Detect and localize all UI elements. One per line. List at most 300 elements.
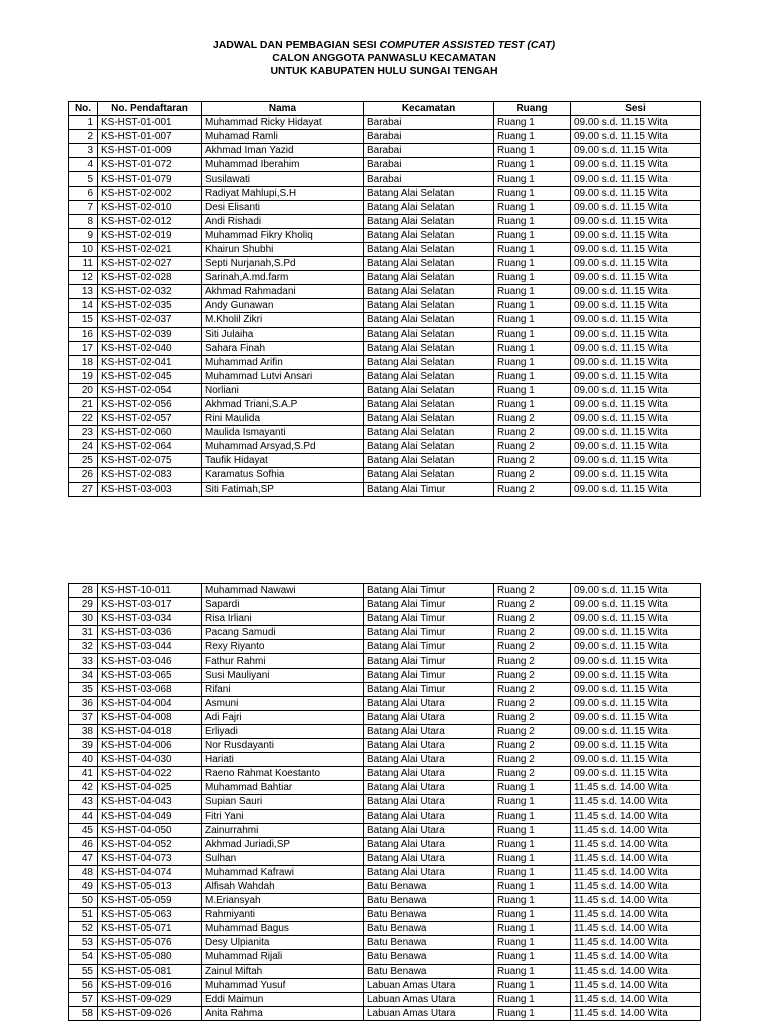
cell-district: Batu Benawa <box>364 964 494 978</box>
cell-name: Zainul Miftah <box>202 964 364 978</box>
cell-district: Batang Alai Selatan <box>364 341 494 355</box>
cell-room: Ruang 1 <box>494 228 571 242</box>
cell-registration-no: KS-HST-10-011 <box>98 584 202 598</box>
table-row <box>69 214 701 228</box>
cell-district: Batang Alai Utara <box>364 823 494 837</box>
cell-session: 09.00 s.d. 11.15 Wita <box>571 668 701 682</box>
cell-district: Barabai <box>364 172 494 186</box>
doc-title-line-1 <box>0 39 768 52</box>
cell-room: Ruang 1 <box>494 299 571 313</box>
cell-room: Ruang 2 <box>494 440 571 454</box>
cell-room: Ruang 1 <box>494 144 571 158</box>
cell-registration-no: KS-HST-02-075 <box>98 454 202 468</box>
cell-district: Batang Alai Selatan <box>364 397 494 411</box>
cell-name: Rexy Riyanto <box>202 640 364 654</box>
cell-registration-no: KS-HST-01-072 <box>98 158 202 172</box>
cell-name: Muhammad Bahtiar <box>202 781 364 795</box>
cell-registration-no: KS-HST-05-013 <box>98 879 202 893</box>
cell-room: Ruang 1 <box>494 186 571 200</box>
cell-room: Ruang 1 <box>494 158 571 172</box>
cell-registration-no: KS-HST-01-079 <box>98 172 202 186</box>
table-row <box>69 299 701 313</box>
cell-room: Ruang 2 <box>494 640 571 654</box>
cell-no: 38 <box>69 724 98 738</box>
header-no: No. <box>69 102 98 116</box>
cell-no: 48 <box>69 865 98 879</box>
table-row <box>69 823 701 837</box>
cell-registration-no: KS-HST-02-054 <box>98 383 202 397</box>
cell-room: Ruang 2 <box>494 696 571 710</box>
table-row <box>69 313 701 327</box>
table-row <box>69 383 701 397</box>
cell-registration-no: KS-HST-02-040 <box>98 341 202 355</box>
cell-name: Fitri Yani <box>202 809 364 823</box>
cell-district: Batang Alai Timur <box>364 584 494 598</box>
cell-district: Batang Alai Selatan <box>364 412 494 426</box>
cell-no: 46 <box>69 837 98 851</box>
cell-room: Ruang 2 <box>494 454 571 468</box>
cell-no: 25 <box>69 454 98 468</box>
table-row <box>69 809 701 823</box>
cell-session: 11.45 s.d. 14.00 Wita <box>571 823 701 837</box>
cell-registration-no: KS-HST-02-002 <box>98 186 202 200</box>
cell-registration-no: KS-HST-02-041 <box>98 355 202 369</box>
cell-session: 09.00 s.d. 11.15 Wita <box>571 200 701 214</box>
cell-room: Ruang 1 <box>494 172 571 186</box>
cell-registration-no: KS-HST-05-080 <box>98 950 202 964</box>
cell-no: 33 <box>69 654 98 668</box>
cell-district: Batang Alai Utara <box>364 696 494 710</box>
table-row <box>69 242 701 256</box>
cell-session: 11.45 s.d. 14.00 Wita <box>571 1006 701 1020</box>
cell-no: 49 <box>69 879 98 893</box>
table-row <box>69 144 701 158</box>
cell-district: Batang Alai Selatan <box>364 383 494 397</box>
table-row <box>69 1006 701 1020</box>
table-row <box>69 355 701 369</box>
cell-name: Fathur Rahmi <box>202 654 364 668</box>
cell-name: Siti Fatimah,SP <box>202 482 364 496</box>
doc-title-italic: COMPUTER ASSISTED TEST (CAT) <box>379 39 556 51</box>
cell-room: Ruang 1 <box>494 936 571 950</box>
doc-title-prefix: JADWAL DAN PEMBAGIAN SESI <box>212 39 380 51</box>
cell-district: Batu Benawa <box>364 936 494 950</box>
schedule-table-1 <box>68 101 701 497</box>
cell-room: Ruang 2 <box>494 724 571 738</box>
cell-district: Batang Alai Selatan <box>364 426 494 440</box>
cell-name: Rahmiyanti <box>202 908 364 922</box>
cell-district: Batang Alai Utara <box>364 767 494 781</box>
cell-registration-no: KS-HST-05-081 <box>98 964 202 978</box>
cell-name: Sahara Finah <box>202 341 364 355</box>
cell-name: Muhammad Ricky Hidayat <box>202 116 364 130</box>
cell-district: Labuan Amas Utara <box>364 992 494 1006</box>
cell-session: 11.45 s.d. 14.00 Wita <box>571 809 701 823</box>
cell-room: Ruang 1 <box>494 242 571 256</box>
cell-district: Batang Alai Selatan <box>364 228 494 242</box>
cell-session: 09.00 s.d. 11.15 Wita <box>571 341 701 355</box>
cell-name: Pacang Samudi <box>202 626 364 640</box>
cell-name: Alfisah Wahdah <box>202 879 364 893</box>
cell-name: Desy Ulpianita <box>202 936 364 950</box>
cell-no: 7 <box>69 200 98 214</box>
cell-registration-no: KS-HST-03-017 <box>98 598 202 612</box>
table-row <box>69 879 701 893</box>
cell-name: M.Eriansyah <box>202 894 364 908</box>
cell-no: 56 <box>69 978 98 992</box>
cell-district: Batang Alai Timur <box>364 626 494 640</box>
cell-session: 09.00 s.d. 11.15 Wita <box>571 767 701 781</box>
table-row <box>69 369 701 383</box>
cell-room: Ruang 2 <box>494 626 571 640</box>
table-row <box>69 200 701 214</box>
cell-session: 09.00 s.d. 11.15 Wita <box>571 440 701 454</box>
cell-no: 4 <box>69 158 98 172</box>
cell-session: 11.45 s.d. 14.00 Wita <box>571 781 701 795</box>
cell-registration-no: KS-HST-04-004 <box>98 696 202 710</box>
cell-district: Batang Alai Timur <box>364 668 494 682</box>
cell-district: Batang Alai Selatan <box>364 200 494 214</box>
cell-name: Akhmad Iman Yazid <box>202 144 364 158</box>
cell-session: 09.00 s.d. 11.15 Wita <box>571 654 701 668</box>
table-row <box>69 922 701 936</box>
cell-room: Ruang 1 <box>494 369 571 383</box>
cell-no: 8 <box>69 214 98 228</box>
cell-session: 09.00 s.d. 11.15 Wita <box>571 172 701 186</box>
table-row <box>69 767 701 781</box>
cell-no: 6 <box>69 186 98 200</box>
table-row <box>69 598 701 612</box>
cell-registration-no: KS-HST-02-039 <box>98 327 202 341</box>
cell-room: Ruang 2 <box>494 767 571 781</box>
cell-name: Siti Julaiha <box>202 327 364 341</box>
cell-district: Batang Alai Timur <box>364 654 494 668</box>
cell-no: 36 <box>69 696 98 710</box>
cell-registration-no: KS-HST-04-030 <box>98 753 202 767</box>
cell-name: Andi Rishadi <box>202 214 364 228</box>
cell-district: Batang Alai Timur <box>364 682 494 696</box>
cell-no: 3 <box>69 144 98 158</box>
cell-session: 09.00 s.d. 11.15 Wita <box>571 369 701 383</box>
cell-name: Desi Elisanti <box>202 200 364 214</box>
cell-registration-no: KS-HST-03-003 <box>98 482 202 496</box>
cell-no: 45 <box>69 823 98 837</box>
cell-session: 09.00 s.d. 11.15 Wita <box>571 257 701 271</box>
cell-room: Ruang 1 <box>494 894 571 908</box>
cell-room: Ruang 1 <box>494 795 571 809</box>
cell-room: Ruang 1 <box>494 851 571 865</box>
cell-registration-no: KS-HST-04-025 <box>98 781 202 795</box>
cell-room: Ruang 2 <box>494 710 571 724</box>
cell-registration-no: KS-HST-04-022 <box>98 767 202 781</box>
cell-no: 29 <box>69 598 98 612</box>
table-row <box>69 454 701 468</box>
cell-no: 35 <box>69 682 98 696</box>
cell-no: 50 <box>69 894 98 908</box>
cell-district: Batang Alai Utara <box>364 739 494 753</box>
cell-name: Supian Sauri <box>202 795 364 809</box>
cell-district: Batang Alai Selatan <box>364 369 494 383</box>
cell-session: 09.00 s.d. 11.15 Wita <box>571 626 701 640</box>
cell-registration-no: KS-HST-01-001 <box>98 116 202 130</box>
cell-district: Barabai <box>364 116 494 130</box>
cell-session: 09.00 s.d. 11.15 Wita <box>571 397 701 411</box>
cell-name: Muhammad Fikry Kholiq <box>202 228 364 242</box>
table-row <box>69 865 701 879</box>
header-room: Ruang <box>494 102 571 116</box>
cell-no: 9 <box>69 228 98 242</box>
schedule-table-2 <box>68 583 701 1021</box>
cell-district: Batang Alai Selatan <box>364 242 494 256</box>
cell-no: 47 <box>69 851 98 865</box>
table-row <box>69 130 701 144</box>
cell-no: 53 <box>69 936 98 950</box>
cell-registration-no: KS-HST-02-064 <box>98 440 202 454</box>
cell-district: Barabai <box>364 144 494 158</box>
cell-room: Ruang 1 <box>494 809 571 823</box>
table-row <box>69 640 701 654</box>
cell-registration-no: KS-HST-02-019 <box>98 228 202 242</box>
cell-room: Ruang 1 <box>494 823 571 837</box>
cell-district: Batu Benawa <box>364 894 494 908</box>
cell-no: 31 <box>69 626 98 640</box>
header-registration-no: No. Pendaftaran <box>98 102 202 116</box>
cell-registration-no: KS-HST-01-009 <box>98 144 202 158</box>
cell-room: Ruang 2 <box>494 584 571 598</box>
cell-session: 09.00 s.d. 11.15 Wita <box>571 412 701 426</box>
doc-title-line-2: CALON ANGGOTA PANWASLU KECAMATAN <box>272 52 496 64</box>
table-row <box>69 397 701 411</box>
cell-room: Ruang 1 <box>494 781 571 795</box>
cell-room: Ruang 2 <box>494 753 571 767</box>
table-row <box>69 837 701 851</box>
cell-no: 28 <box>69 584 98 598</box>
cell-district: Barabai <box>364 130 494 144</box>
cell-no: 2 <box>69 130 98 144</box>
cell-district: Labuan Amas Utara <box>364 1006 494 1020</box>
table-row <box>69 851 701 865</box>
cell-district: Batang Alai Selatan <box>364 299 494 313</box>
cell-no: 17 <box>69 341 98 355</box>
cell-registration-no: KS-HST-05-071 <box>98 922 202 936</box>
cell-no: 57 <box>69 992 98 1006</box>
table-row <box>69 936 701 950</box>
cell-room: Ruang 1 <box>494 257 571 271</box>
cell-session: 09.00 s.d. 11.15 Wita <box>571 228 701 242</box>
cell-name: Andy Gunawan <box>202 299 364 313</box>
cell-no: 27 <box>69 482 98 496</box>
cell-registration-no: KS-HST-04-050 <box>98 823 202 837</box>
cell-name: Zainurrahmi <box>202 823 364 837</box>
cell-room: Ruang 1 <box>494 341 571 355</box>
cell-district: Batang Alai Timur <box>364 640 494 654</box>
cell-registration-no: KS-HST-02-028 <box>98 271 202 285</box>
cell-registration-no: KS-HST-02-056 <box>98 397 202 411</box>
cell-room: Ruang 2 <box>494 654 571 668</box>
header-name: Nama <box>202 102 364 116</box>
cell-no: 41 <box>69 767 98 781</box>
table-row <box>69 795 701 809</box>
cell-registration-no: KS-HST-05-059 <box>98 894 202 908</box>
cell-no: 39 <box>69 739 98 753</box>
table-row <box>69 781 701 795</box>
cell-session: 09.00 s.d. 11.15 Wita <box>571 144 701 158</box>
cell-district: Batang Alai Utara <box>364 710 494 724</box>
cell-registration-no: KS-HST-02-037 <box>98 313 202 327</box>
cell-no: 52 <box>69 922 98 936</box>
cell-registration-no: KS-HST-02-083 <box>98 468 202 482</box>
cell-registration-no: KS-HST-04-018 <box>98 724 202 738</box>
cell-name: Muhammad Kafrawi <box>202 865 364 879</box>
table-row <box>69 228 701 242</box>
cell-name: Nor Rusdayanti <box>202 739 364 753</box>
cell-district: Batu Benawa <box>364 879 494 893</box>
table-row <box>69 710 701 724</box>
cell-session: 11.45 s.d. 14.00 Wita <box>571 978 701 992</box>
header-row <box>69 102 701 116</box>
cell-district: Batang Alai Utara <box>364 795 494 809</box>
cell-district: Batang Alai Selatan <box>364 440 494 454</box>
table-row <box>69 978 701 992</box>
cell-room: Ruang 2 <box>494 598 571 612</box>
table-row <box>69 426 701 440</box>
cell-room: Ruang 1 <box>494 355 571 369</box>
header-session: Sesi <box>571 102 701 116</box>
cell-registration-no: KS-HST-04-049 <box>98 809 202 823</box>
cell-room: Ruang 2 <box>494 682 571 696</box>
cell-session: 11.45 s.d. 14.00 Wita <box>571 950 701 964</box>
table-row <box>69 158 701 172</box>
cell-session: 09.00 s.d. 11.15 Wita <box>571 584 701 598</box>
cell-room: Ruang 1 <box>494 950 571 964</box>
cell-session: 11.45 s.d. 14.00 Wita <box>571 879 701 893</box>
cell-name: Sulhan <box>202 851 364 865</box>
cell-registration-no: KS-HST-09-029 <box>98 992 202 1006</box>
cell-no: 58 <box>69 1006 98 1020</box>
cell-session: 09.00 s.d. 11.15 Wita <box>571 186 701 200</box>
cell-no: 19 <box>69 369 98 383</box>
cell-name: Risa Irliani <box>202 612 364 626</box>
table-row <box>69 584 701 598</box>
cell-name: Akhmad Rahmadani <box>202 285 364 299</box>
table-row <box>69 116 701 130</box>
cell-room: Ruang 1 <box>494 397 571 411</box>
cell-room: Ruang 1 <box>494 327 571 341</box>
cell-name: Muhammad Bagus <box>202 922 364 936</box>
cell-district: Batang Alai Utara <box>364 865 494 879</box>
cell-registration-no: KS-HST-04-008 <box>98 710 202 724</box>
cell-no: 5 <box>69 172 98 186</box>
cell-session: 09.00 s.d. 11.15 Wita <box>571 383 701 397</box>
cell-no: 18 <box>69 355 98 369</box>
cell-registration-no: KS-HST-02-035 <box>98 299 202 313</box>
cell-room: Ruang 2 <box>494 412 571 426</box>
cell-room: Ruang 1 <box>494 879 571 893</box>
cell-session: 09.00 s.d. 11.15 Wita <box>571 468 701 482</box>
cell-no: 15 <box>69 313 98 327</box>
cell-district: Batang Alai Utara <box>364 781 494 795</box>
cell-no: 55 <box>69 964 98 978</box>
cell-room: Ruang 1 <box>494 285 571 299</box>
cell-session: 09.00 s.d. 11.15 Wita <box>571 327 701 341</box>
cell-session: 09.00 s.d. 11.15 Wita <box>571 739 701 753</box>
table-row <box>69 271 701 285</box>
cell-no: 20 <box>69 383 98 397</box>
table-row <box>69 724 701 738</box>
cell-no: 32 <box>69 640 98 654</box>
cell-session: 11.45 s.d. 14.00 Wita <box>571 837 701 851</box>
cell-registration-no: KS-HST-03-034 <box>98 612 202 626</box>
cell-session: 09.00 s.d. 11.15 Wita <box>571 724 701 738</box>
cell-name: M.Kholil Zikri <box>202 313 364 327</box>
cell-district: Batang Alai Utara <box>364 851 494 865</box>
cell-registration-no: KS-HST-09-026 <box>98 1006 202 1020</box>
table-row <box>69 341 701 355</box>
cell-name: Radiyat Mahlupi,S.H <box>202 186 364 200</box>
cell-registration-no: KS-HST-02-027 <box>98 257 202 271</box>
cell-no: 26 <box>69 468 98 482</box>
cell-name: Raeno Rahmat Koestanto <box>202 767 364 781</box>
cell-no: 22 <box>69 412 98 426</box>
cell-room: Ruang 1 <box>494 992 571 1006</box>
cell-room: Ruang 1 <box>494 922 571 936</box>
table-row <box>69 327 701 341</box>
cell-no: 40 <box>69 753 98 767</box>
cell-registration-no: KS-HST-03-046 <box>98 654 202 668</box>
table-row <box>69 908 701 922</box>
cell-district: Labuan Amas Utara <box>364 978 494 992</box>
cell-room: Ruang 2 <box>494 668 571 682</box>
cell-session: 09.00 s.d. 11.15 Wita <box>571 242 701 256</box>
cell-name: Taufik Hidayat <box>202 454 364 468</box>
cell-session: 11.45 s.d. 14.00 Wita <box>571 851 701 865</box>
cell-room: Ruang 1 <box>494 313 571 327</box>
table-row <box>69 482 701 496</box>
cell-registration-no: KS-HST-05-063 <box>98 908 202 922</box>
cell-no: 11 <box>69 257 98 271</box>
table-1-body <box>69 116 701 497</box>
cell-session: 09.00 s.d. 11.15 Wita <box>571 426 701 440</box>
cell-name: Rini Maulida <box>202 412 364 426</box>
cell-district: Batang Alai Selatan <box>364 468 494 482</box>
table-row <box>69 739 701 753</box>
cell-name: Susi Mauliyani <box>202 668 364 682</box>
cell-room: Ruang 1 <box>494 865 571 879</box>
table-row <box>69 654 701 668</box>
table-row <box>69 626 701 640</box>
cell-no: 37 <box>69 710 98 724</box>
cell-no: 12 <box>69 271 98 285</box>
cell-name: Khairun Shubhi <box>202 242 364 256</box>
cell-no: 21 <box>69 397 98 411</box>
cell-name: Sarinah,A.md.farm <box>202 271 364 285</box>
cell-room: Ruang 2 <box>494 482 571 496</box>
cell-name: Adi Fajri <box>202 710 364 724</box>
cell-room: Ruang 1 <box>494 116 571 130</box>
table-row <box>69 992 701 1006</box>
cell-no: 10 <box>69 242 98 256</box>
cell-name: Anita Rahma <box>202 1006 364 1020</box>
cell-session: 09.00 s.d. 11.15 Wita <box>571 612 701 626</box>
doc-title-line-3: UNTUK KABUPATEN HULU SUNGAI TENGAH <box>270 65 498 77</box>
cell-room: Ruang 1 <box>494 1006 571 1020</box>
table-row <box>69 412 701 426</box>
cell-no: 42 <box>69 781 98 795</box>
cell-name: Akhmad Triani,S.A.P <box>202 397 364 411</box>
table-row <box>69 894 701 908</box>
cell-registration-no: KS-HST-02-060 <box>98 426 202 440</box>
cell-registration-no: KS-HST-04-006 <box>98 739 202 753</box>
